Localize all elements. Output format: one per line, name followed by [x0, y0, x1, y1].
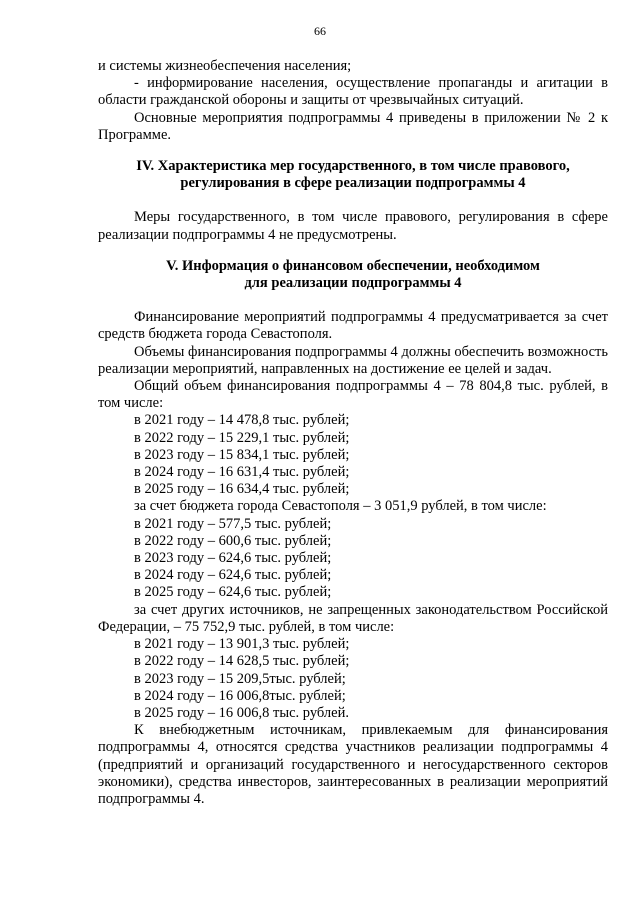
other-years-list — [98, 636, 608, 722]
list-item: в 2025 году – 16 006,8 тыс. рублей. — [134, 704, 349, 721]
list-item: в 2022 году – 14 628,5 тыс. рублей; — [134, 653, 350, 670]
other-sources-line: за счет других источников, не запрещенных законодательством Российской Федерации, – 75 752,9 тыс. рублей, в том числе: — [98, 601, 608, 635]
intro-line-1: и системы жизнеобеспечения населения; — [98, 58, 352, 74]
funding-total-paragraph: Общий объем финансирования подпрограммы 4 – 78 804,8 тыс. рублей, в том числе: — [98, 378, 608, 412]
intro-item-informing: - информирование населения, осуществление пропаганды и агитации в области гражданской обороны и защиты от чрезвычайных ситуаций. — [98, 75, 608, 109]
budget-years-list — [98, 516, 608, 602]
intro-appendix-reference: Основные мероприятия подпрограммы 4 приведены в приложении № 2 к Программе. — [98, 109, 608, 143]
section-4-heading-line-2: регулирования в сфере реализации подпрограммы 4 — [180, 175, 526, 192]
list-item: в 2021 году – 13 901,3 тыс. рублей; — [134, 636, 350, 653]
list-item: в 2023 году – 15 834,1 тыс. рублей; — [134, 446, 350, 463]
list-item: в 2025 году – 16 634,4 тыс. рублей; — [134, 481, 350, 498]
list-item: в 2021 году – 577,5 тыс. рублей; — [134, 515, 332, 532]
section-4-text: Меры государственного, в том числе правового, регулирования в сфере реализации подпрограммы 4 не предусмотрены. — [98, 209, 608, 243]
section-5-heading — [98, 258, 608, 292]
list-item: в 2023 году – 15 209,5тыс. рублей; — [134, 670, 346, 687]
funding-source-paragraph: Финансирование мероприятий подпрограммы 4 предусматривается за счет средств бюджета города Севастополя. — [98, 309, 608, 343]
section-4-heading-line-1: IV. Характеристика мер государственного, в том числе правового, — [136, 158, 570, 175]
extra-budget-sources-paragraph: К внебюджетным источникам, привлекаемым для финансирования подпрограммы 4, относятся средства участников реализации подпрограммы 4 (предприятий и организаций государственного и негосударственного секторов экономики), средства инвесторов, заинтересованных в реализации мероприятий подпрограммы 4. — [98, 722, 608, 807]
list-item: в 2021 году – 14 478,8 тыс. рублей; — [134, 412, 350, 429]
list-item: в 2023 году – 624,6 тыс. рублей; — [134, 550, 332, 567]
list-item: в 2024 году – 16 631,4 тыс. рублей; — [134, 464, 350, 481]
section-5-heading-line-2: для реализации подпрограммы 4 — [244, 275, 462, 292]
section-5-heading-line-1: V. Информация о финансовом обеспечении, необходимом — [166, 257, 540, 274]
section-4-heading — [98, 158, 608, 192]
budget-funding-line: за счет бюджета города Севастополя – 3 051,9 рублей, в том числе: — [134, 498, 547, 515]
document-body — [98, 58, 608, 808]
page-number: 66 — [314, 24, 326, 38]
list-item: в 2022 году – 15 229,1 тыс. рублей; — [134, 429, 350, 446]
list-item: в 2025 году – 624,6 тыс. рублей; — [134, 584, 332, 601]
total-years-list — [98, 412, 608, 498]
list-item: в 2024 году – 16 006,8тыс. рублей; — [134, 687, 346, 704]
list-item: в 2022 году – 600,6 тыс. рублей; — [134, 532, 332, 549]
funding-volume-paragraph: Объемы финансирования подпрограммы 4 должны обеспечить возможность реализации мероприятий, направленных на достижение ее целей и задач. — [98, 343, 608, 377]
list-item: в 2024 году – 624,6 тыс. рублей; — [134, 567, 332, 584]
